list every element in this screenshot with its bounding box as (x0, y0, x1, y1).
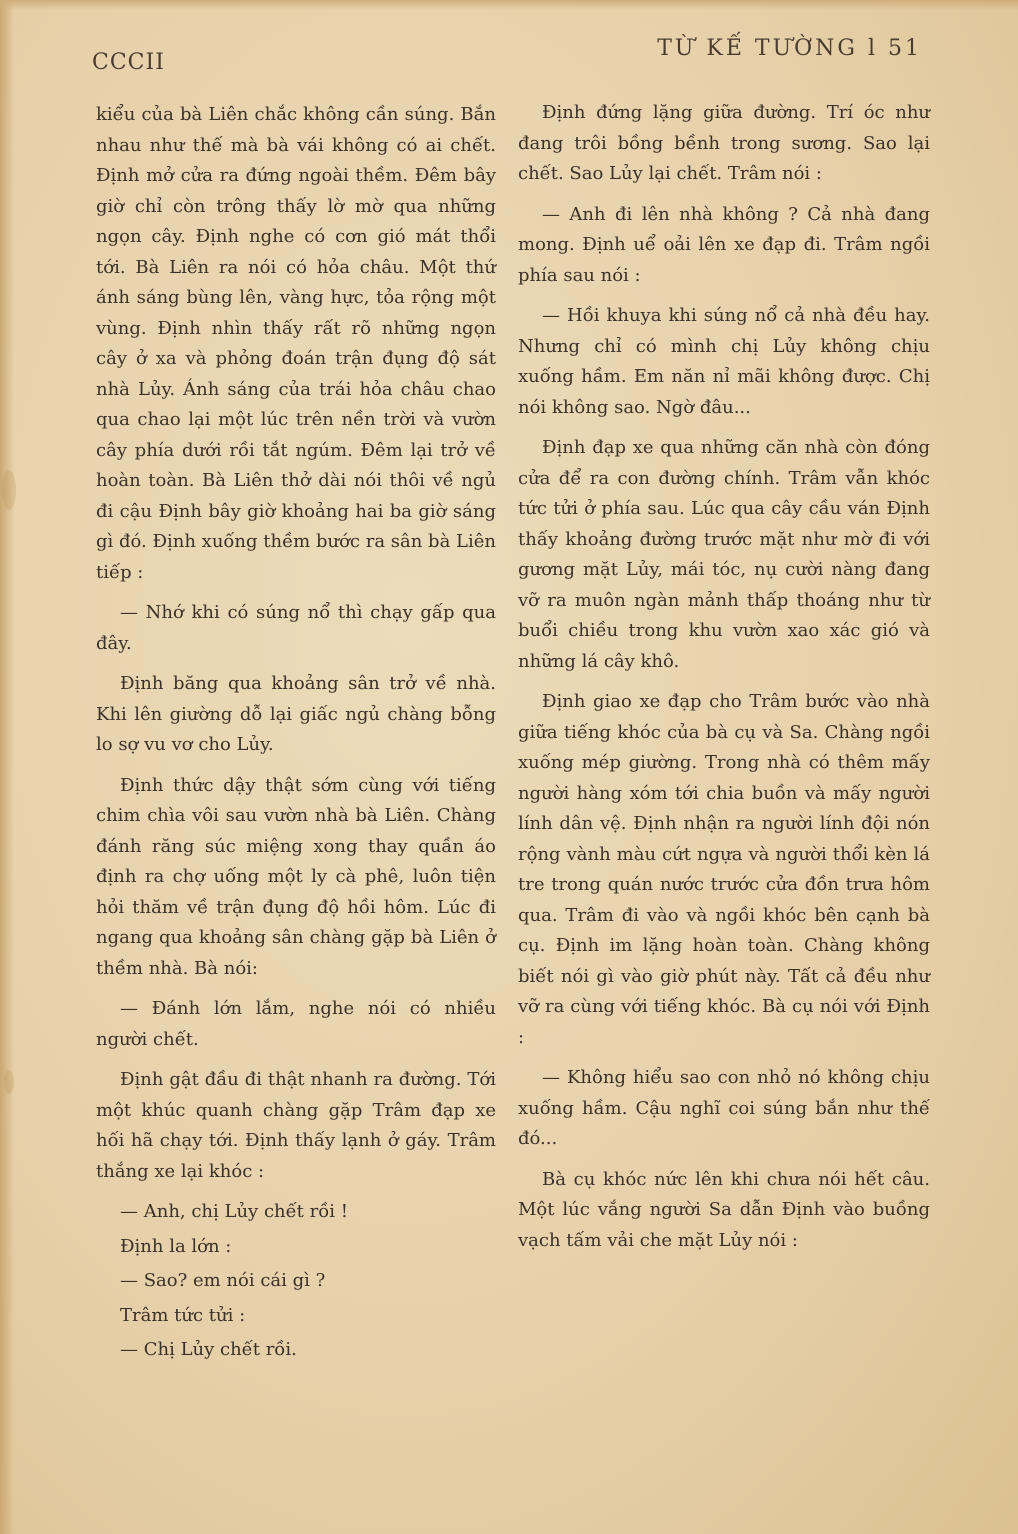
dialogue-line: — Sao? em nói cái gì ? (120, 1270, 326, 1291)
paragraph: Trâm tức tửi : (120, 1304, 246, 1326)
paragraph: Định đạp xe qua những căn nhà còn đóng cửa để ra con đường chính. Trâm vẫn khóc tức tửi ở phía sau. Lúc qua cây cầu ván Định thấy khoảng đường trước mặt như mờ đi với gương mặt Lủy, mái tóc, nụ cười nàng đang vỡ ra muôn ngàn mảnh thấp thoáng như từ buổi chiều trong khu vườn xao xác gió và những lá cây khô. (518, 437, 930, 672)
page-edge-shadow-left (0, 0, 14, 1534)
paper-stain (4, 1070, 14, 1094)
dialogue-line: — Hồi khuya khi súng nổ cả nhà đều hay. Nhưng chỉ có mình chị Lủy không chịu xuống hầm. Em năn nỉ mãi không được. Chị nói không sao. Ngờ đâu... (518, 305, 930, 418)
left-text-column (96, 100, 496, 1370)
right-text-column (518, 98, 930, 1266)
paragraph: Bà cụ khóc nức lên khi chưa nói hết câu. Một lúc vắng người Sa dẫn Định vào buồng vạch tấm vải che mặt Lủy nói : (518, 1168, 930, 1251)
paragraph: Định thức dậy thật sớm cùng với tiếng chim chìa vôi sau vườn nhà bà Liên. Chàng đánh răng súc miệng xong thay quần áo định ra chợ uống một ly cà phê, luôn tiện hỏi thăm về trận đụng độ hồi hôm. Lúc đi ngang qua khoảng sân chàng gặp bà Liên ở thềm nhà. Bà nói: (96, 774, 496, 979)
dialogue-line: — Anh, chị Lủy chết rồi ! (120, 1201, 348, 1222)
paragraph: Định la lớn : (120, 1235, 232, 1257)
dialogue-line: — Đánh lớn lắm, nghe nói có nhiều người chết. (96, 998, 496, 1050)
dialogue-line: — Chị Lủy chết rồi. (120, 1339, 297, 1360)
dialogue-line: — Nhớ khi có súng nổ thì chạy gấp qua đây. (96, 602, 496, 654)
paragraph: Định băng qua khoảng sân trở về nhà. Khi lên giường dỗ lại giấc ngủ chàng bỗng lo sợ vu vơ cho Lủy. (96, 673, 496, 755)
running-title: TỪ KẾ TƯỜNG l 51 (657, 36, 922, 61)
paper-stain (2, 470, 16, 510)
dialogue-line: — Không hiểu sao con nhỏ nó không chịu xuống hầm. Cậu nghĩ coi súng bắn như thế đó... (518, 1067, 930, 1149)
dialogue-line: — Anh đi lên nhà không ? Cả nhà đang mong. Định uể oải lên xe đạp đi. Trâm ngồi phía sau nói : (518, 203, 930, 286)
page-edge-shadow-top (0, 0, 1018, 10)
paragraph: kiểu của bà Liên chắc không cần súng. Bắn nhau như thế mà bà vái không có ai chết. Định mở cửa ra đứng ngoài thềm. Đêm bây giờ chỉ còn trông thấy lờ mờ qua những ngọn cây. Định nghe có cơn gió mát thổi tới. Bà Liên ra nói có hỏa châu. Một thứ ánh sáng bùng lên, vàng hực, tỏa rộng một vùng. Định nhìn thấy rất rõ những ngọn cây ở xa và phỏng đoán trận đụng độ sát nhà Lủy. Ánh sáng của trái hỏa châu chao qua chao lại một lúc trên nền trời và vườn cây phía dưới rồi tắt ngúm. Đêm lại trở về hoàn toàn. Bà Liên thở dài nói thôi về ngủ đi cậu Định bây giờ khoảng hai ba giờ sáng gì đó. Định xuống thềm bước ra sân bà Liên tiếp : (96, 104, 496, 583)
page-number-roman: CCCII (92, 50, 165, 75)
paragraph: Định giao xe đạp cho Trâm bước vào nhà giữa tiếng khóc của bà cụ và Sa. Chàng ngồi xuống mép giường. Trong nhà có thêm mấy người hàng xóm tới chia buồn và mấy người lính dân vệ. Định nhận ra người lính đội nón rộng vành màu cứt ngựa và người thổi kèn lá tre trong quán nước trước cửa đồn trưa hôm qua. Trâm đi vào và ngồi khóc bên cạnh bà cụ. Định im lặng hoàn toàn. Chàng không biết nói gì vào giờ phút này. Tất cả đều như vỡ ra cùng với tiếng khóc. Bà cụ nói với Định : (518, 691, 930, 1048)
paragraph: Định gật đầu đi thật nhanh ra đường. Tới một khúc quanh chàng gặp Trâm đạp xe hối hã chạy tới. Định thấy lạnh ở gáy. Trâm thắng xe lại khóc : (96, 1069, 496, 1182)
paragraph: Định đứng lặng giữa đường. Trí óc như đang trôi bồng bềnh trong sương. Sao lại chết. Sao Lủy lại chết. Trâm nói : (518, 102, 930, 184)
